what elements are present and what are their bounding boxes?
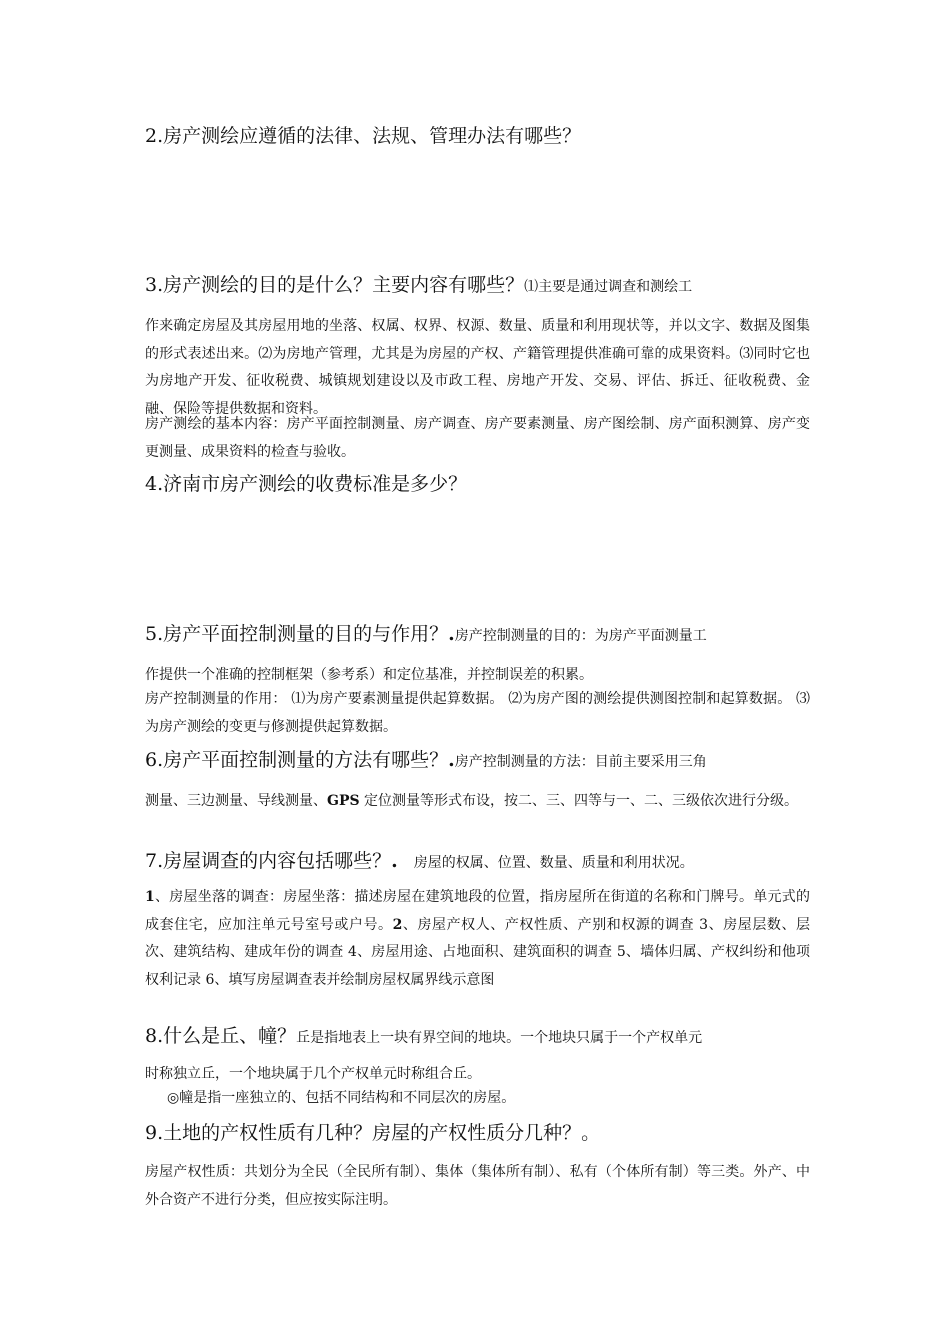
question-3-answer: 作来确定房屋及其房屋用地的坐落、权属、权界、权源、数量、质量和利用现状等，并以文字、数据及图集的形式表述出来。⑵为房地产管理，尤其是为房屋的产权、产籍管理提供准确可靠的成果资料。⑶同时它也为房地产开发、征收税费、城镇规划建设以及市政工程、房地产开发、交易、评估、拆迁、征收税费、金融、保险等提供数据和资料。 bbox=[145, 318, 810, 417]
question-5-role: 房产控制测量的作用： ⑴为房产要素测量提供起算数据。 ⑵为房产图的测绘提供测图控制和起算数据。 ⑶为房产测绘的变更与修测提供起算数据。 bbox=[145, 691, 810, 735]
question-7-heading bbox=[145, 846, 815, 878]
question-4-title: 4.济南市房产测绘的收费标准是多少？ bbox=[145, 473, 468, 495]
question-6-answer-b: 定位测量等形式布设，按二、三、四等与一、二、三级依次进行分级。 bbox=[359, 793, 799, 809]
question-5-answer: 作提供一个准确的控制框架（参考系）和定位基准，并控制误差的积累。 bbox=[145, 667, 593, 683]
question-4-heading bbox=[145, 469, 815, 499]
question-6-answer bbox=[145, 788, 810, 816]
question-3-content: 房产测绘的基本内容：房产平面控制测量、房产调查、房产要素测量、房产图绘制、房产面积测算、房产变更测量、成果资料的检查与验收。 bbox=[145, 416, 810, 460]
question-2-heading bbox=[145, 121, 815, 151]
question-5-answer-start: 房产控制测量的目的：为房产平面测量工 bbox=[454, 628, 707, 644]
question-7-items bbox=[145, 884, 810, 994]
question-7-marker: . bbox=[391, 850, 398, 872]
item-2-text: 、房屋产权人、产权性质、产别和权源的调查 3、房屋层数、层次、建筑结构、建成年份的调查 4、房屋用途、占地面积、建筑面积的调查 5、墙体归属、产权纠纷和他项权利记录 6、填写房屋调查表并绘制房屋权属界线示意图 bbox=[145, 916, 811, 988]
question-9-answer: 房屋产权性质：共划分为全民（全民所有制）、集体（集体所有制）、私有（个体所有制）等三类。外产、中外合资产不进行分类，但应按实际注明。 bbox=[145, 1164, 810, 1208]
question-8-title: 8.什么是丘、幢？ bbox=[145, 1025, 297, 1047]
question-6-marker: . bbox=[448, 749, 455, 771]
question-5-heading bbox=[145, 619, 815, 651]
item-1-number: 1 bbox=[145, 889, 155, 905]
question-3-answer-start: ⑴主要是通过调查和测绘工 bbox=[524, 279, 693, 295]
question-8-heading bbox=[145, 1021, 815, 1053]
question-6-heading bbox=[145, 745, 815, 777]
question-9-heading bbox=[145, 1118, 815, 1148]
question-2-title: 2.房产测绘应遵循的法律、法规、管理办法有哪些？ bbox=[145, 125, 582, 147]
question-8-answer: 时称独立丘，一个地块属于几个产权单元时称组合丘。 bbox=[145, 1066, 481, 1082]
question-8-answer-start: 丘是指地表上一块有界空间的地块。一个地块只属于一个产权单元 bbox=[296, 1030, 703, 1046]
question-5-marker: . bbox=[448, 623, 455, 645]
question-7-title: 7.房屋调查的内容包括哪些？ bbox=[145, 850, 392, 872]
question-9-title: 9.土地的产权性质有几种？房屋的产权性质分几种？。 bbox=[145, 1122, 601, 1144]
question-7-answer-start: 房屋的权属、位置、数量、质量和利用状况。 bbox=[413, 855, 694, 871]
question-3-title: 3.房产测绘的目的是什么？主要内容有哪些？ bbox=[145, 274, 525, 296]
item-1-text: 、房屋坐落的调查：房屋坐落：描述房屋在建筑地段的位置，指房屋所在街道的名称和门牌号。单元式的成套住宅，应加注单元号室号或户号。 bbox=[145, 889, 810, 933]
question-5-title: 5.房产平面控制测量的目的与作用？ bbox=[145, 623, 449, 645]
question-6-answer-a: 测量、三边测量、导线测量、 bbox=[145, 793, 327, 809]
question-6-answer-start: 房产控制测量的方法：目前主要采用三角 bbox=[454, 754, 707, 770]
question-3-heading bbox=[145, 270, 815, 302]
question-8-zhuang: ◎幢是指一座独立的、包括不同结构和不同层次的房屋。 bbox=[167, 1090, 516, 1106]
question-6-title: 6.房产平面控制测量的方法有哪些？ bbox=[145, 749, 449, 771]
gps-text: GPS bbox=[327, 793, 360, 809]
item-2-number: 2 bbox=[392, 916, 403, 933]
